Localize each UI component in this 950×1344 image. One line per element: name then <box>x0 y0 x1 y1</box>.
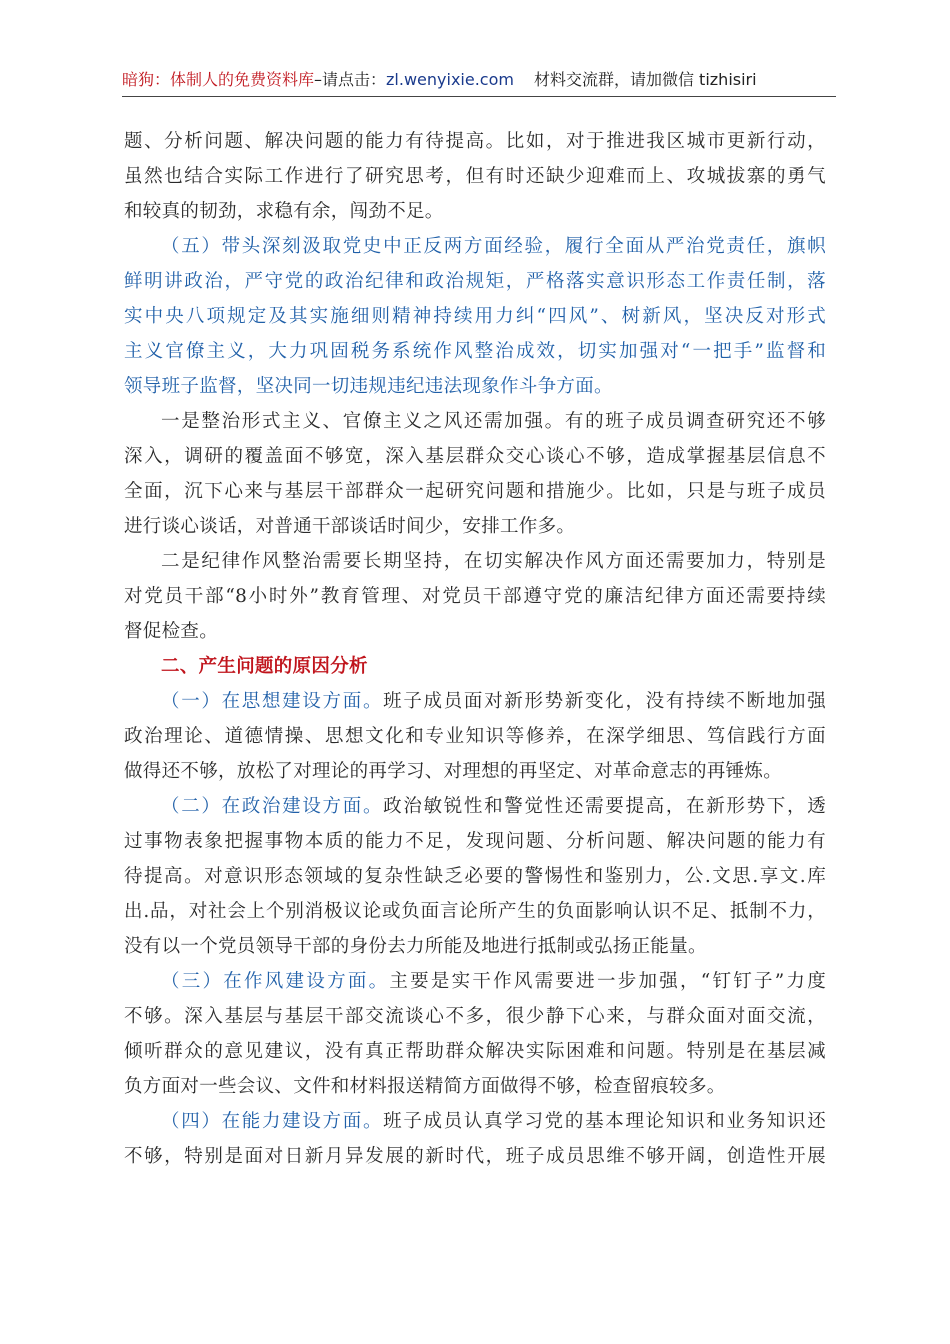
header-separator: –请点击： <box>314 70 387 89</box>
subsection-marker: （一） <box>161 691 222 712</box>
text-line: 一是整治形式主义、官僚主义之风还需加强。有的班子成员调查研究还不够 <box>161 411 826 432</box>
section-heading-line: 实中央八项规定及其实施细则精神持续用力纠“四风”、树新风，坚决反对形式 <box>124 306 826 327</box>
text-line: 待提高。对意识形态领域的复杂性缺乏必要的警惕性和鉴别力，公.文思.享文.库 <box>124 866 826 887</box>
document-body <box>124 124 826 1174</box>
text-line: 过事物表象把握事物本质的能力不足，发现问题、分析问题、解决问题的能力有 <box>124 831 826 852</box>
text-line <box>124 1104 826 1139</box>
subsection-text: 班子成员认真学习党的基本理论知识和业务知识还 <box>383 1111 826 1132</box>
subsection-marker: （二） <box>161 796 222 817</box>
section-heading-line: 主义官僚主义，大力巩固税务系统作风整治成效，切实加强对“一把手”监督和 <box>124 341 826 362</box>
text-line: 题、分析问题、解决问题的能力有待提高。比如，对于推进我区城市更新行动， <box>124 131 826 152</box>
text-line: 进行谈心谈话，对普通干部谈话时间少，安排工作多。 <box>124 516 576 537</box>
subsection-title: 在思想建设方面。 <box>221 691 384 712</box>
text-line: 政治理论、道德情操、思想文化和专业知识等修养，在深学细思、笃信践行方面 <box>124 726 826 747</box>
text-line: 对党员干部“8小时外”教育管理、对党员干部遵守党的廉洁纪律方面还需要持续 <box>124 586 826 607</box>
subsection-title: 在能力建设方面。 <box>221 1111 384 1132</box>
header-divider <box>122 96 836 97</box>
text-line <box>124 964 826 999</box>
subsection-text: 政治敏锐性和警觉性还需要提高，在新形势下，透 <box>383 796 826 817</box>
text-line <box>124 684 826 719</box>
header-url-link[interactable]: zl.wenyixie.com <box>386 70 514 89</box>
header-brand: 暗狗：体制人的免费资料库 <box>122 70 315 89</box>
text-line: 全面，沉下心来与基层干部群众一起研究问题和措施少。比如，只是与班子成员 <box>124 481 826 502</box>
page-header <box>122 66 836 94</box>
text-line: 出.品，对社会上个别消极议论或负面言论所产生的负面影响认识不足、抵制不力， <box>124 901 826 922</box>
subsection-marker: （三） <box>161 971 224 992</box>
text-line <box>124 789 826 824</box>
text-line: 不够，特别是面对日新月异发展的新时代，班子成员思维不够开阔，创造性开展 <box>124 1146 826 1167</box>
text-line: 督促检查。 <box>124 621 219 642</box>
text-line: 做得还不够，放松了对理论的再学习、对理想的再坚定、对革命意志的再锤炼。 <box>124 761 783 782</box>
subsection-text: 主要是实干作风需要进一步加强，“钉钉子”力度 <box>389 971 826 992</box>
text-line: 虽然也结合实际工作进行了研究思考，但有时还缺少迎难而上、攻城拔寨的勇气 <box>124 166 826 187</box>
text-line: 倾听群众的意见建议，没有真正帮助群众解决实际困难和问题。特别是在基层减 <box>124 1041 826 1062</box>
text-line: 不够。深入基层与基层干部交流谈心不多，很少静下心来，与群众面对面交流， <box>124 1006 826 1027</box>
section-heading-line: 领导班子监督，坚决同一切违规违纪违法现象作斗争方面。 <box>124 376 613 397</box>
text-line: 和较真的韧劲，求稳有余，闯劲不足。 <box>124 201 444 222</box>
text-line: 负方面对一些会议、文件和材料报送精简方面做得不够，检查留痕较多。 <box>124 1076 726 1097</box>
subsection-marker: （四） <box>161 1111 222 1132</box>
subsection-title: 在政治建设方面。 <box>221 796 384 817</box>
text-line: 深入，调研的覆盖面不够宽，深入基层群众交心谈心不够，造成掌握基层信息不 <box>124 446 826 467</box>
text-line: 没有以一个党员领导干部的身份去力所能及地进行抵制或弘扬正能量。 <box>124 936 707 957</box>
header-group-note: 材料交流群，请加微信 tizhisiri <box>533 70 757 89</box>
chapter-heading: 二、产生问题的原因分析 <box>161 656 368 677</box>
subsection-text: 班子成员面对新形势新变化，没有持续不断地加强 <box>383 691 826 712</box>
section-heading-line: 鲜明讲政治，严守党的政治纪律和政治规矩，严格落实意识形态工作责任制，落 <box>124 271 826 292</box>
section-heading-line: （五）带头深刻汲取党史中正反两方面经验，履行全面从严治党责任，旗帜 <box>161 236 826 257</box>
text-line: 二是纪律作风整治需要长期坚持，在切实解决作风方面还需要加力，特别是 <box>161 551 826 572</box>
subsection-title: 在作风建设方面。 <box>223 971 390 992</box>
